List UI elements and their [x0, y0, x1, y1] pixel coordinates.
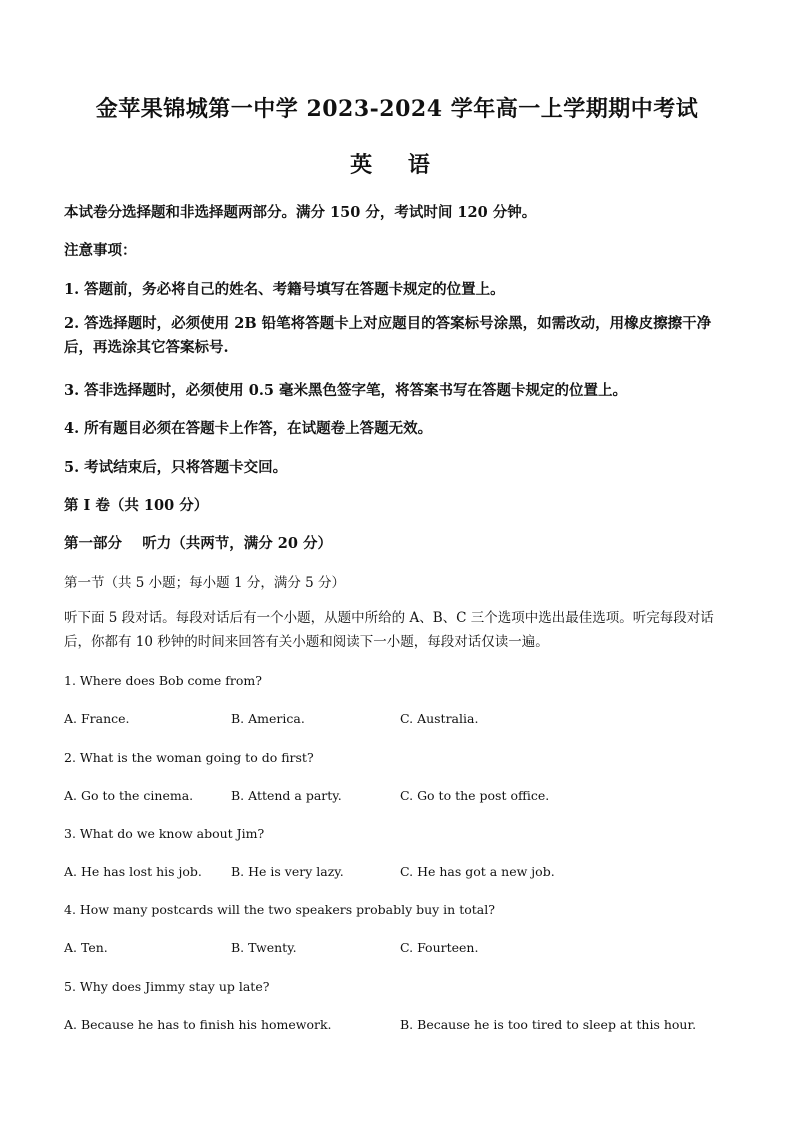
question-stem: 2. What is the woman going to do first? [64, 750, 314, 765]
note-item: 4. 所有题目必须在答题卡上作答，在试题卷上答题无效。 [64, 420, 433, 437]
option-c: C. Fourteen. [400, 940, 479, 955]
exam-subject: 英 语 [350, 152, 444, 178]
question-stem: 5. Why does Jimmy stay up late? [64, 979, 270, 994]
option-a: A. Go to the cinema. [64, 788, 194, 803]
option-b: B. He is very lazy. [231, 864, 344, 879]
exam-title: 金苹果锦城第一中学 2023-2024 学年高一上学期期中考试 [95, 96, 699, 122]
note-item: 1. 答题前，务必将自己的姓名、考籍号填写在答题卡规定的位置上。 [64, 281, 505, 298]
intro-text: 本试卷分选择题和非选择题两部分。满分 150 分，考试时间 120 分钟。 [64, 204, 537, 221]
option-b: B. Twenty. [231, 940, 297, 955]
note-item: 5. 考试结束后，只将答题卡交回。 [64, 459, 288, 476]
option-c: C. He has got a new job. [400, 864, 555, 879]
listening-instructions: 听下面 5 段对话。每段对话后有一个小题，从题中所给的 A、B、C 三个选项中选出最佳选项。听完每段对话后，你都有 10 秒钟的时间来回答有关小题和阅读下一小题，每段对话仅读一遍。 [64, 610, 714, 650]
part-heading: 第一部分 听力（共两节，满分 20 分） [64, 535, 332, 552]
option-b: B. Attend a party. [231, 788, 342, 803]
notes-heading: 注意事项： [64, 242, 137, 259]
option-a: A. Because he has to finish his homework. [64, 1017, 332, 1032]
option-b: B. America. [231, 711, 305, 726]
question-stem: 1. Where does Bob come from? [64, 673, 262, 688]
option-a: A. France. [64, 711, 130, 726]
option-c: C. Australia. [400, 711, 479, 726]
question-stem: 4. How many postcards will the two speakers probably buy in total? [64, 902, 495, 917]
note-item: 2. 答选择题时，必须使用 2B 铅笔将答题卡上对应题目的答案标号涂黑，如需改动，用橡皮擦擦干净后，再选涂其它答案标号. [64, 315, 712, 356]
option-c: C. Go to the post office. [400, 788, 550, 803]
volume-heading: 第 I 卷（共 100 分） [64, 497, 209, 514]
option-b: B. Because he is too tired to sleep at this hour. [400, 1017, 697, 1032]
option-a: A. Ten. [64, 940, 108, 955]
option-a: A. He has lost his job. [64, 864, 202, 879]
note-item: 3. 答非选择题时，必须使用 0.5 毫米黑色签字笔，将答案书写在答题卡规定的位置上。 [64, 382, 628, 399]
question-stem: 3. What do we know about Jim? [64, 826, 265, 841]
section-heading: 第一节（共 5 小题；每小题 1 分，满分 5 分） [64, 575, 346, 591]
